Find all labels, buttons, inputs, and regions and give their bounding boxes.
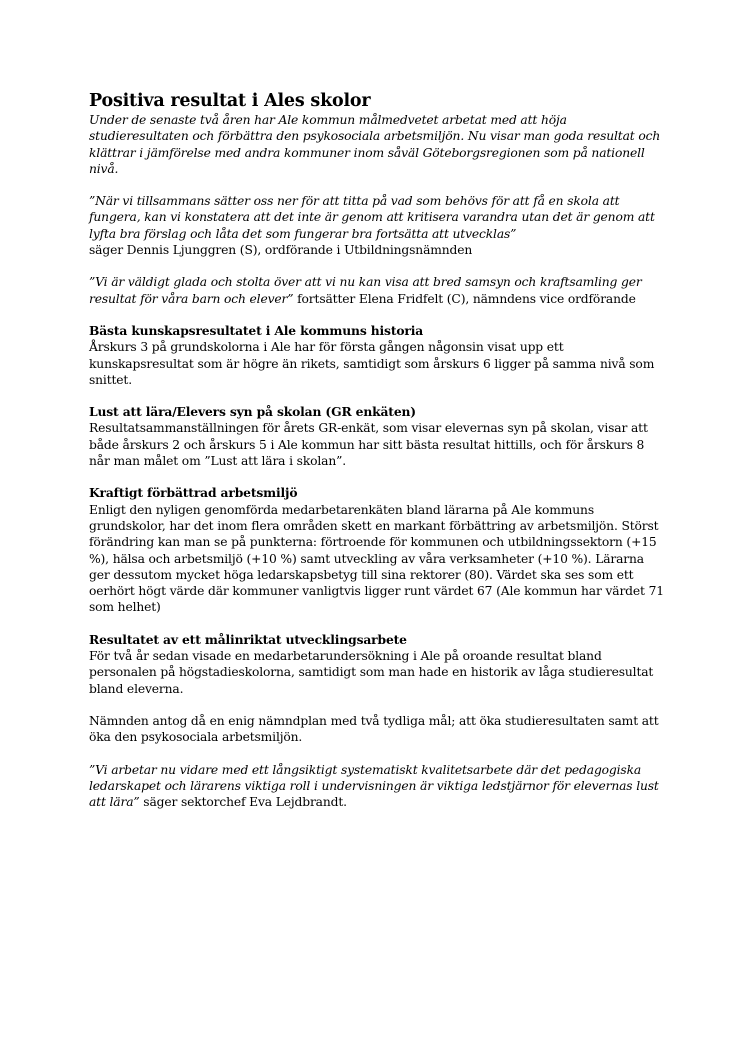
quote-block-1 bbox=[89, 193, 664, 258]
section-body: Årskurs 3 på grundskolorna i Ale har för första gången någonsin visat upp ett kunskapsresultat som är högre än rikets, samtidigt som årskurs 6 ligger på samma nivå som snittet. bbox=[89, 340, 655, 387]
page-title: Positiva resultat i Ales skolor bbox=[89, 91, 371, 111]
closing-paragraph: Nämnden antog då en enig nämndplan med två tydliga mål; att öka studieresultaten samt att öka den psykosociala arbetsmiljön. bbox=[89, 713, 659, 745]
section-heading: Lust att lära/Elevers syn på skolan (GR enkäten) bbox=[89, 404, 416, 420]
quote-3-attribution: säger sektorchef Eva Lejdbrandt. bbox=[139, 795, 347, 810]
intro-paragraph: Under de senaste två åren har Ale kommun målmedvetet arbetat med att höja studieresultaten och förbättra den psykosociala arbetsmiljön. Nu visar man goda resultat och klättrar i jämförelse med andra kommuner inom såväl Göteborgsregionen som på nationell nivå. bbox=[89, 113, 661, 176]
section-body: Resultatsammanställningen för årets GR-enkät, som visar elevernas syn på skolan, visar att både årskurs 2 och årskurs 5 i Ale kommun har sitt bästa resultat hittills, och för årskurs 8 når man målet om ”Lust att lära i skolan”. bbox=[89, 421, 648, 469]
quote-1-attribution: säger Dennis Ljunggren (S), ordförande i Utbildningsnämnden bbox=[89, 243, 473, 258]
section-2 bbox=[89, 404, 664, 469]
quote-3-text: ”Vi arbetar nu vidare med ett långsiktigt systematiskt kvalitetsarbete där det pedagogiska ledarskapet och lärarens viktiga roll i undervisningen är viktiga ledstjärnor för elevernas lust att lära” bbox=[89, 762, 659, 810]
section-3 bbox=[89, 485, 664, 615]
section-body: Enligt den nyligen genomförda medarbetarenkäten bland lärarna på Ale kommuns grundskolor, har det inom flera områden skett en markant förbättring av arbetsmiljön. Störst förändring kan man se på punkterna: förtroende för kommunen och utbildningssektorn (+15 %), hälsa och arbetsmiljö (+10 %) samt utveckling av våra verksamheter (+10 %). Lärarna ger dessutom mycket höga ledarskapsbetyg till sina rektorer (80). Värdet ska ses som ett oerhört högt värde där kommuner vanligtvis ligger runt värdet 67 (Ale kommun har värdet 71 som helhet) bbox=[89, 502, 664, 615]
quote-2-attribution: fortsätter Elena Fridfelt (C), nämndens vice ordförande bbox=[293, 291, 636, 306]
section-1 bbox=[89, 323, 664, 388]
section-heading: Kraftigt förbättrad arbetsmiljö bbox=[89, 485, 298, 501]
quote-block-2 bbox=[89, 274, 664, 307]
document-page bbox=[89, 90, 664, 810]
section-body: För två år sedan visade en medarbetarundersökning i Ale på oroande resultat bland personalen på högstadieskolorna, samtidigt som man hade en historik av låga studieresultat bland eleverna. bbox=[89, 649, 654, 696]
quote-2-text: ”Vi är väldigt glada och stolta över att vi nu kan visa att bred samsyn och kraftsamling ger resultat för våra barn och elever” bbox=[89, 275, 642, 306]
section-heading: Bästa kunskapsresultatet i Ale kommuns historia bbox=[89, 322, 424, 338]
section-4 bbox=[89, 632, 664, 697]
section-heading: Resultatet av ett målinriktat utvecklingsarbete bbox=[89, 631, 407, 647]
quote-block-3 bbox=[89, 762, 664, 811]
quote-1-text: ”När vi tillsammans sätter oss ner för att titta på vad som behövs för att få en skola att fungera, kan vi konstatera att det inte är genom att kritisera varandra utan det är genom att lyfta bra förslag och låta det som fungerar bra fortsätta att utvecklas” bbox=[89, 194, 655, 241]
